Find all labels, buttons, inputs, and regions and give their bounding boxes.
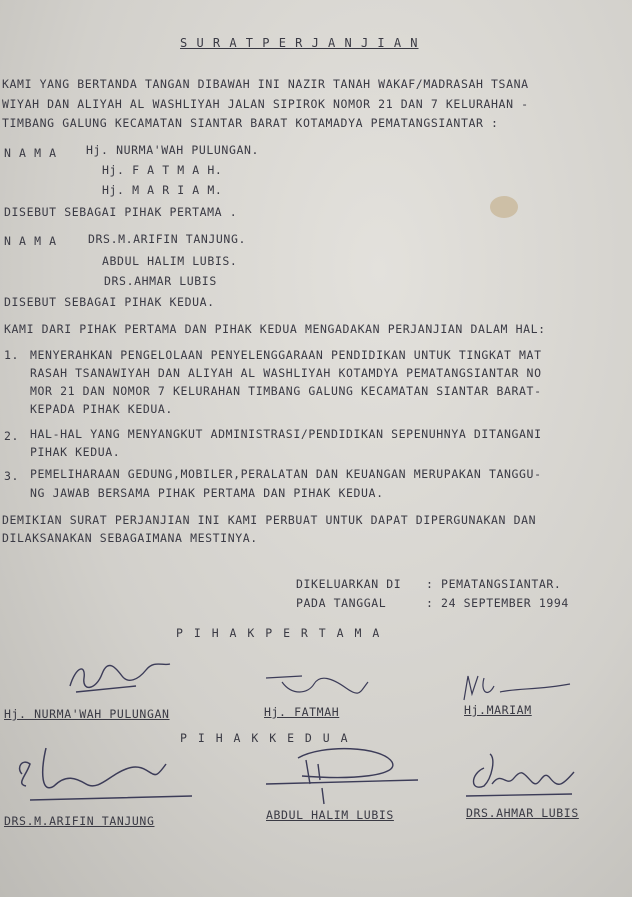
signature-abdul-halim	[262, 740, 422, 806]
closing-line: DEMIKIAN SURAT PERJANJIAN INI KAMI PERBUAT UNTUK DAPAT DIPERGUNAKAN DAN	[2, 513, 537, 527]
signature-ahmar	[462, 748, 582, 804]
clause-number: 1.	[4, 348, 20, 362]
signature-fatmah	[262, 668, 372, 702]
signature-mariam	[458, 670, 578, 706]
intro-line: TIMBANG GALUNG KECAMATAN SIANTAR BARAT KOTAMADYA PEMATANGSIANTAR :	[2, 116, 499, 130]
issued-place-label: DIKELUARKAN DI	[296, 577, 402, 591]
issued-date: : 24 SEPTEMBER 1994	[426, 596, 569, 610]
party2-label: N A M A	[4, 234, 57, 248]
clause-number: 3.	[4, 469, 20, 483]
clause-number: 2.	[4, 429, 20, 443]
issued-date-label: PADA TANGGAL	[296, 596, 387, 610]
clause-line: RASAH TSANAWIYAH DAN ALIYAH AL WASHLIYAH KOTAMDYA PEMATANGSIANTAR NO	[30, 366, 542, 380]
party1-signature-heading: P I H A K P E R T A M A	[176, 626, 382, 640]
party2-name: DRS.M.ARIFIN TANJUNG.	[88, 232, 246, 246]
clause-line: PEMELIHARAAN GEDUNG,MOBILER,PERALATAN DAN KEUANGAN MERUPAKAN TANGGU-	[30, 467, 542, 481]
issued-place: : PEMATANGSIANTAR.	[426, 577, 562, 591]
party1-name: Hj. M A R I A M.	[102, 183, 223, 197]
party2-signatory: DRS.AHMAR LUBIS	[466, 806, 579, 820]
signature-nurmawah	[66, 656, 176, 698]
party2-designation: DISEBUT SEBAGAI PIHAK KEDUA.	[4, 295, 215, 309]
intro-line: KAMI YANG BERTANDA TANGAN DIBAWAH INI NAZIR TANAH WAKAF/MADRASAH TSANA	[2, 77, 529, 91]
party1-signatory: Hj.MARIAM	[464, 703, 532, 717]
clause-line: MENYERAHKAN PENGELOLAAN PENYELENGGARAAN PENDIDIKAN UNTUK TINGKAT MAT	[30, 348, 542, 362]
party1-signatory: Hj. NURMA'WAH PULUNGAN	[4, 707, 170, 721]
clause-line: HAL-HAL YANG MENYANGKUT ADMINISTRASI/PENDIDIKAN SEPENUHNYA DITANGANI	[30, 427, 542, 441]
party1-designation: DISEBUT SEBAGAI PIHAK PERTAMA .	[4, 205, 238, 219]
party1-signatory: Hj. FATMAH	[264, 705, 340, 719]
party1-name: Hj. F A T M A H.	[102, 163, 223, 177]
clause-line: NG JAWAB BERSAMA PIHAK PERTAMA DAN PIHAK KEDUA.	[30, 486, 384, 500]
party2-name: DRS.AHMAR LUBIS	[104, 274, 217, 288]
party2-name: ABDUL HALIM LUBIS.	[102, 254, 238, 268]
signature-arifin	[6, 734, 196, 812]
document-title: S U R A T P E R J A N J I A N	[180, 36, 419, 50]
clause-line: PIHAK KEDUA.	[30, 445, 121, 459]
paper-stain	[490, 196, 518, 218]
clause-line: MOR 21 DAN NOMOR 7 KELURAHAN TIMBANG GALUNG KECAMATAN SIANTAR BARAT-	[30, 384, 542, 398]
party2-signatory: ABDUL HALIM LUBIS	[266, 808, 394, 822]
intro-line: WIYAH DAN ALIYAH AL WASHLIYAH JALAN SIPIROK NOMOR 21 DAN 7 KELURAHAN -	[2, 97, 529, 111]
party1-name: Hj. NURMA'WAH PULUNGAN.	[86, 143, 260, 157]
clause-line: KEPADA PIHAK KEDUA.	[30, 402, 173, 416]
party1-label: N A M A	[4, 146, 57, 160]
party2-signatory: DRS.M.ARIFIN TANJUNG	[4, 814, 155, 828]
party2-signature-heading: P I H A K K E D U A	[180, 731, 350, 745]
agreement-intro: KAMI DARI PIHAK PERTAMA DAN PIHAK KEDUA MENGADAKAN PERJANJIAN DALAM HAL:	[4, 322, 546, 336]
closing-line: DILAKSANAKAN SEBAGAIMANA MESTINYA.	[2, 531, 258, 545]
